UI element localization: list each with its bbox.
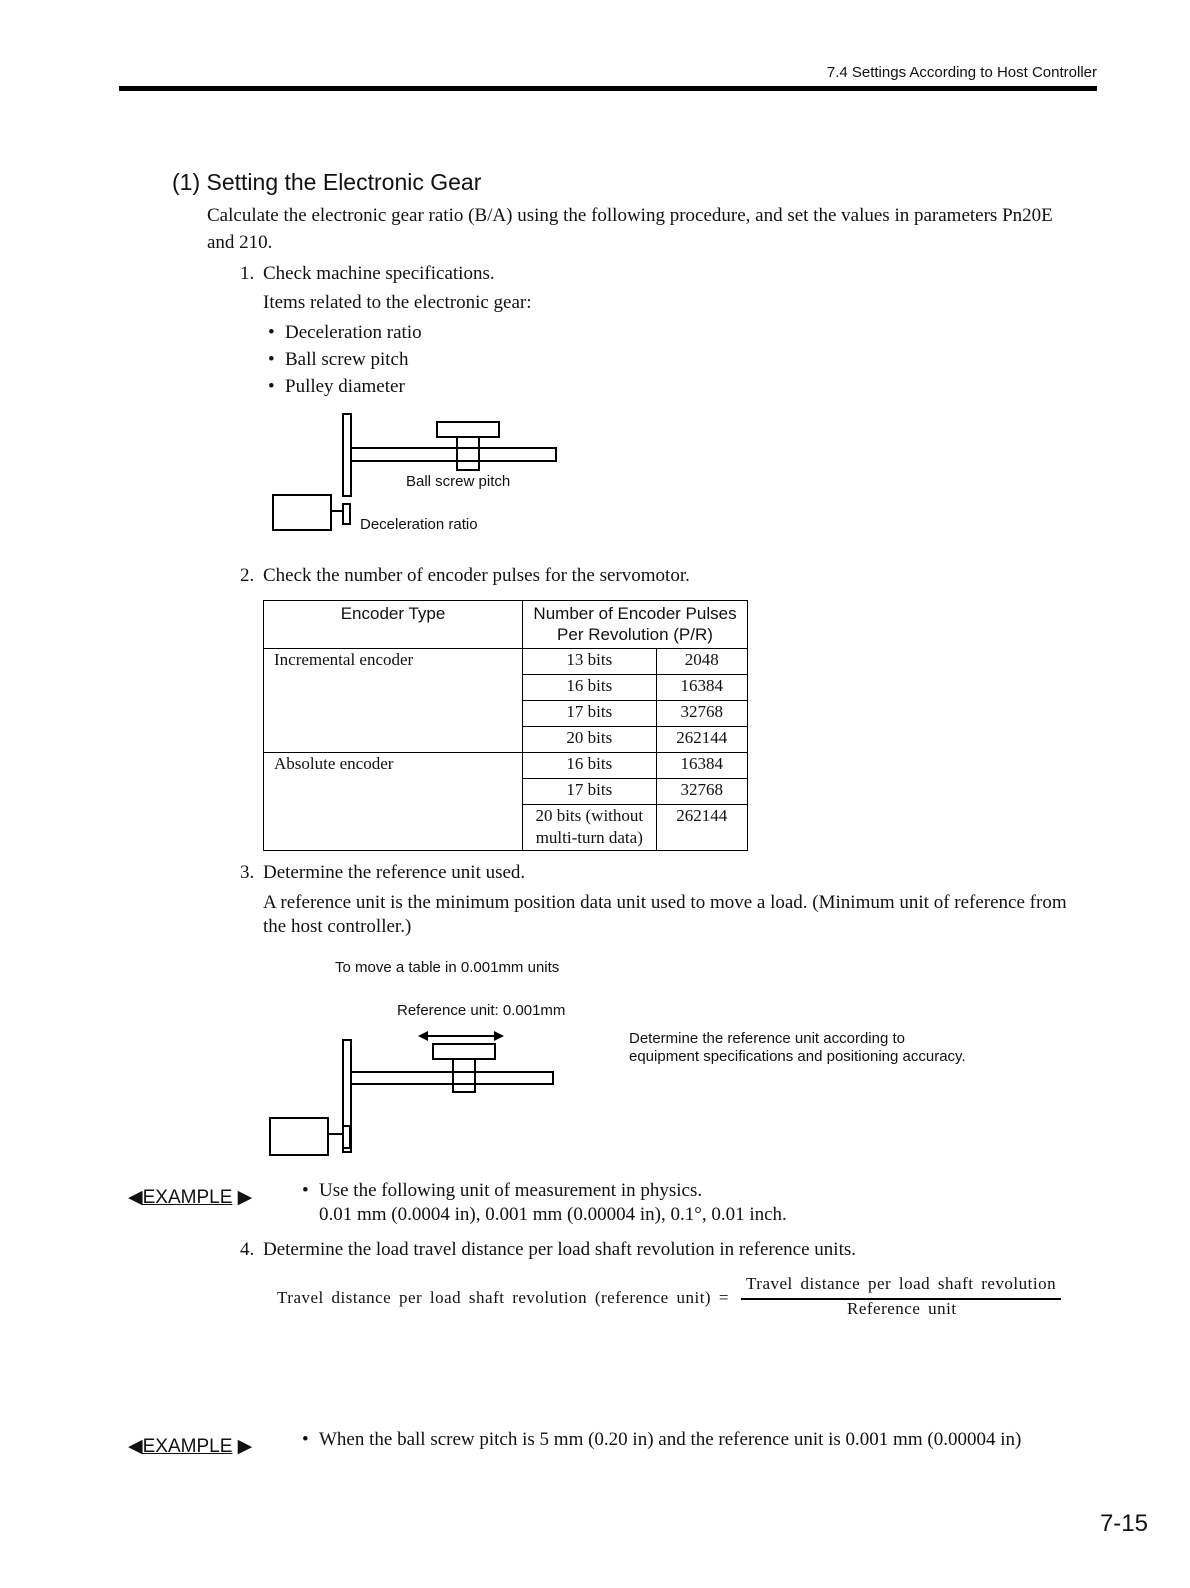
step3-title: Determine the reference unit used. bbox=[263, 862, 526, 883]
step3-desc-line-1: A reference unit is the minimum position data unit used to move a load. (Minimum unit of reference from bbox=[263, 892, 1067, 913]
step1-bullet-1: • Deceleration ratio bbox=[285, 320, 422, 346]
step1-title: Check machine specifications. bbox=[263, 263, 495, 284]
table-cell-bits-line-2: multi-turn data) bbox=[535, 828, 643, 847]
encoder-table bbox=[263, 600, 748, 851]
arrow-head-left bbox=[418, 1031, 428, 1041]
section-header: 7.4 Settings According to Host Controller bbox=[826, 64, 1097, 81]
table-cell-bits: 13 bits bbox=[523, 649, 657, 675]
table-cell-pulses: 16384 bbox=[656, 753, 747, 779]
step1-number: 1. bbox=[240, 263, 255, 284]
step1-bullet-2: • Ball screw pitch bbox=[285, 347, 408, 373]
reference-unit-label: Reference unit: 0.001mm bbox=[397, 1002, 566, 1019]
table-cell-bits: 16 bits bbox=[523, 753, 657, 779]
table-cell-pulses: 2048 bbox=[656, 649, 747, 675]
formula-lhs: Travel distance per load shaft revolution (reference unit) = bbox=[277, 1288, 729, 1307]
step1-bullet-3: • Pulley diameter bbox=[285, 374, 405, 400]
ball-screw-shaft bbox=[351, 448, 556, 461]
absolute-encoder-label: Absolute encoder bbox=[264, 753, 523, 851]
intro-line-2: and 210. bbox=[207, 232, 273, 253]
step2-number: 2. bbox=[240, 565, 255, 586]
table-cell-pulses: 262144 bbox=[656, 805, 747, 851]
table-cell-bits-line-1: 20 bits (without bbox=[535, 806, 644, 825]
table-top bbox=[437, 422, 499, 437]
table-top bbox=[433, 1044, 495, 1059]
reference-unit-diagram bbox=[265, 1026, 565, 1161]
nut-block bbox=[453, 1059, 475, 1092]
example-marker bbox=[128, 1186, 252, 1209]
reference-note-line-2: equipment specifications and positioning accuracy. bbox=[629, 1048, 966, 1065]
example-label: EXAMPLE bbox=[142, 1436, 233, 1457]
table-cell-pulses: 16384 bbox=[656, 675, 747, 701]
step3-number: 3. bbox=[240, 862, 255, 883]
motor-body bbox=[270, 1118, 328, 1155]
example1-line-1: • Use the following unit of measurement in physics. bbox=[319, 1178, 702, 1204]
reference-note-line-1: Determine the reference unit according to bbox=[629, 1030, 905, 1047]
encoder-type-header: Encoder Type bbox=[264, 601, 523, 649]
step1-subtitle: Items related to the electronic gear: bbox=[263, 292, 532, 313]
triangle-right-icon: ▶ bbox=[232, 1187, 253, 1208]
example2-line-1: • When the ball screw pitch is 5 mm (0.20 in) and the reference unit is 0.001 mm (0.00004 in) bbox=[319, 1427, 1021, 1453]
table-cell-bits: 16 bits bbox=[523, 675, 657, 701]
table-cell-pulses: 262144 bbox=[656, 727, 747, 753]
label-ball-screw-pitch: Ball screw pitch bbox=[406, 473, 511, 490]
step4-title: Determine the load travel distance per load shaft revolution in reference units. bbox=[263, 1239, 856, 1260]
formula-numerator: Travel distance per load shaft revolution bbox=[746, 1274, 1057, 1293]
table-cell-bits: 20 bits bbox=[523, 727, 657, 753]
pulses-header-line-1: Number of Encoder Pulses bbox=[533, 604, 737, 623]
nut-block bbox=[457, 437, 479, 470]
page-number: 7-15 bbox=[1099, 1510, 1148, 1537]
header-rule bbox=[119, 86, 1097, 91]
table-cell-bits: 17 bits bbox=[523, 779, 657, 805]
example1-line-2: 0.01 mm (0.0004 in), 0.001 mm (0.00004 in), 0.1°, 0.01 inch. bbox=[319, 1204, 787, 1225]
table-cell-pulses: 32768 bbox=[656, 701, 747, 727]
motor-body bbox=[273, 495, 331, 530]
triangle-left-icon: ◀ bbox=[128, 1187, 143, 1208]
triangle-right-icon: ▶ bbox=[232, 1436, 253, 1457]
pulley-small bbox=[343, 504, 350, 524]
label-deceleration-ratio: Deceleration ratio bbox=[360, 516, 478, 533]
pulses-header-line-2: Per Revolution (P/R) bbox=[557, 625, 713, 644]
step4-number: 4. bbox=[240, 1239, 255, 1260]
reference-diagram-caption: To move a table in 0.001mm units bbox=[335, 959, 560, 976]
step2-title: Check the number of encoder pulses for the servomotor. bbox=[263, 565, 690, 586]
example-marker bbox=[128, 1435, 252, 1458]
intro-line-1: Calculate the electronic gear ratio (B/A) using the following procedure, and set the values in parameters Pn20E bbox=[207, 205, 1053, 226]
table-cell-bits-multiline bbox=[523, 805, 657, 851]
pulley-small bbox=[343, 1126, 350, 1148]
incremental-encoder-label: Incremental encoder bbox=[264, 649, 523, 753]
formula-denominator: Reference unit bbox=[847, 1299, 957, 1318]
example-label: EXAMPLE bbox=[142, 1187, 233, 1208]
step3-desc-line-2: the host controller.) bbox=[263, 916, 412, 937]
pulses-header bbox=[523, 601, 748, 649]
arrow-head-right bbox=[494, 1031, 504, 1041]
section-heading: (1) Setting the Electronic Gear bbox=[172, 169, 482, 195]
pulley-large bbox=[343, 414, 351, 496]
triangle-left-icon: ◀ bbox=[128, 1436, 143, 1457]
table-cell-pulses: 32768 bbox=[656, 779, 747, 805]
table-cell-bits: 17 bits bbox=[523, 701, 657, 727]
